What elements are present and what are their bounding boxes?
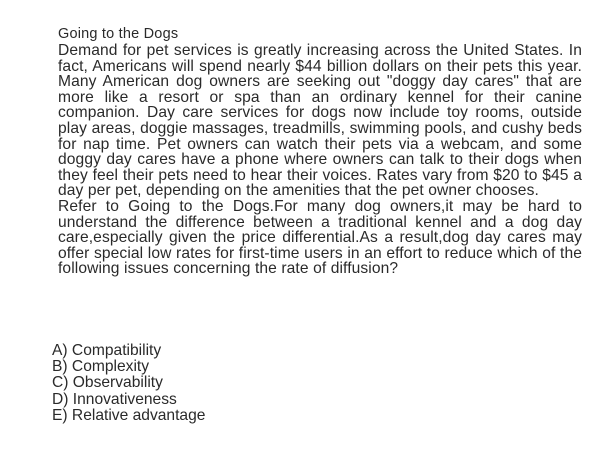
passage-paragraph: Demand for pet services is greatly increasing across the United States. In fact, Americans will spend nearly $44 billion dollars on their pets this year. Many American dog owners are seeking out "doggy day cares" that are more like a resort or spa than an ordinary kennel for their canine companion. Day care services for dogs now include toy rooms, outside play areas, doggie massages, treadmills, swimming pools, and cushy beds for nap time. Pet owners can watch their pets via a webcam, and some doggy day cares have a phone where owners can talk to their dogs when they feel their pets need to hear their voices. Rates vary from $20 to $45 a day per pet, depending on the amenities that the pet owner chooses. [58,42,582,200]
option-a[interactable]: A) Compatibility [52,342,162,359]
answer-options [52,343,205,424]
option-e[interactable]: E) Relative advantage [52,406,206,424]
question-text: Refer to Going to the Dogs.For many dog owners,it may be hard to understand the difference between a traditional kennel and a dog day care,especially given the price differential.As a result,dog day cares may offer special low rates for first-time users in an effort to reduce which of the following issues concerning the rate of diffusion? [58,197,582,278]
option-d[interactable]: D) Innovativeness [52,390,177,408]
passage-body [58,43,582,277]
option-c[interactable]: C) Observability [52,374,163,392]
passage-title: Going to the Dogs [58,26,179,42]
option-b[interactable]: B) Complexity [52,358,150,376]
